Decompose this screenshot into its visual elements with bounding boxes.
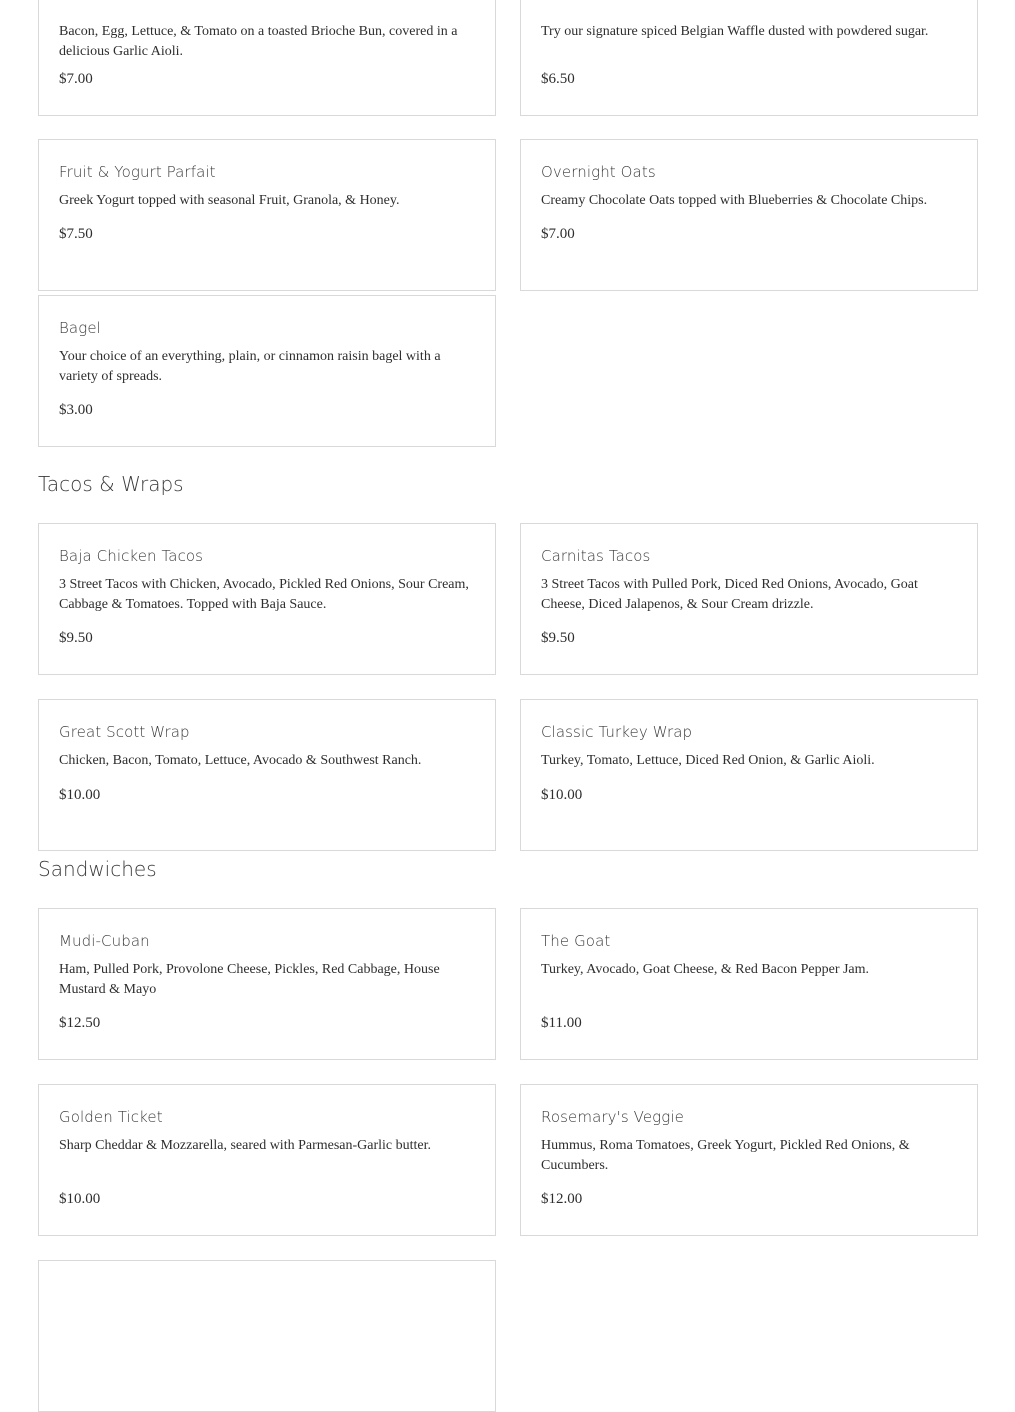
item-price: $7.00 (59, 71, 93, 87)
section-title-sandwiches: Sandwiches (38, 857, 157, 881)
item-description: Ham, Pulled Pork, Provolone Cheese, Pickles, Red Cabbage, House Mustard & Mayo (59, 962, 440, 997)
menu-item-card[interactable] (38, 139, 496, 291)
item-name: Carnitas Tacos (541, 547, 651, 565)
menu-item-card[interactable] (520, 908, 978, 1060)
item-price: $6.50 (541, 71, 575, 87)
item-name: Baja Chicken Tacos (59, 547, 204, 565)
item-description: Chicken, Bacon, Tomato, Lettuce, Avocado & Southwest Ranch. (59, 753, 422, 768)
item-price: $9.50 (541, 630, 575, 646)
menu-item-card[interactable] (38, 1260, 496, 1412)
item-price: $7.00 (541, 226, 575, 242)
item-description: Bacon, Egg, Lettuce, & Tomato on a toasted Brioche Bun, covered in a delicious Garlic Aioli. (59, 24, 458, 59)
menu-item-card[interactable] (520, 699, 978, 851)
item-description: Hummus, Roma Tomatoes, Greek Yogurt, Pickled Red Onions, & Cucumbers. (541, 1138, 910, 1173)
item-price: $7.50 (59, 226, 93, 242)
item-name: The Goat (541, 932, 611, 950)
item-description: Sharp Cheddar & Mozzarella, seared with Parmesan-Garlic butter. (59, 1138, 432, 1153)
menu-item-card[interactable] (38, 1084, 496, 1236)
menu-item-card[interactable] (38, 908, 496, 1060)
menu-item-card[interactable] (520, 0, 978, 116)
item-name: Golden Ticket (59, 1108, 163, 1126)
item-description: Your choice of an everything, plain, or cinnamon raisin bagel with a variety of spreads. (59, 349, 441, 384)
item-name: Mudi-Cuban (59, 932, 150, 950)
item-price: $9.50 (59, 630, 93, 646)
item-description: Creamy Chocolate Oats topped with Blueberries & Chocolate Chips. (541, 193, 928, 208)
menu-item-card[interactable] (38, 523, 496, 675)
item-price: $12.00 (541, 1191, 583, 1207)
item-description: 3 Street Tacos with Chicken, Avocado, Pickled Red Onions, Sour Cream, Cabbage & Tomatoes. Topped with Baja Sauce. (59, 577, 469, 612)
item-price: $10.00 (59, 787, 101, 803)
section-title-tacos-wraps: Tacos & Wraps (38, 472, 184, 496)
item-price: $3.00 (59, 402, 93, 418)
item-description: Try our signature spiced Belgian Waffle dusted with powdered sugar. (541, 24, 929, 39)
menu-item-card[interactable] (38, 295, 496, 447)
item-description: 3 Street Tacos with Pulled Pork, Diced Red Onions, Avocado, Goat Cheese, Diced Jalapenos, & Sour Cream drizzle. (541, 577, 918, 612)
menu-item-card[interactable] (520, 523, 978, 675)
item-description: Turkey, Tomato, Lettuce, Diced Red Onion, & Garlic Aioli. (541, 753, 875, 768)
item-price: $10.00 (59, 1191, 101, 1207)
item-name: Great Scott Wrap (59, 723, 190, 741)
item-description: Turkey, Avocado, Goat Cheese, & Red Bacon Pepper Jam. (541, 962, 870, 977)
menu-item-card[interactable] (38, 699, 496, 851)
item-name: Overnight Oats (541, 163, 656, 181)
item-name: Bagel (59, 319, 101, 337)
item-name: Fruit & Yogurt Parfait (59, 163, 216, 181)
menu-item-card[interactable] (520, 1084, 978, 1236)
item-name: Classic Turkey Wrap (541, 723, 693, 741)
item-price: $12.50 (59, 1015, 101, 1031)
menu-item-card[interactable] (520, 139, 978, 291)
item-price: $11.00 (541, 1015, 582, 1031)
item-description: Greek Yogurt topped with seasonal Fruit, Granola, & Honey. (59, 193, 400, 208)
item-price: $10.00 (541, 787, 583, 803)
item-name: Rosemary's Veggie (541, 1108, 684, 1126)
menu-item-card[interactable] (38, 0, 496, 116)
